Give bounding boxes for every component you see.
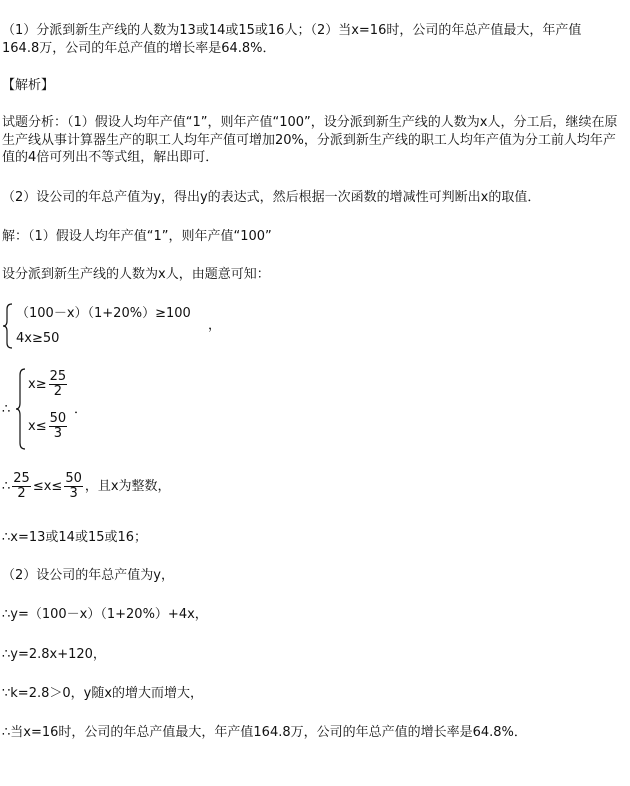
solution-line-7: ∵k=2.8＞0，y随x的增大而增大， [2,686,204,701]
system-2-row-2 [28,412,69,441]
system-2-row-1 [28,370,69,399]
fraction-denominator: 3 [69,486,78,501]
solution-line-8: ∴当x=16时，公司的年总产值最大，年产值164.8万，公司的年总产值的增长率是64.8%． [2,725,527,740]
fraction-numerator: 50 [49,411,67,426]
fraction-50-3-range [64,472,83,501]
fraction-50-3 [49,412,68,441]
solution-line-3: ∴x=13或14或15或16； [2,530,148,545]
solution-line-2: 设分派到新生产线的人数为x人，由题意可知： [2,267,270,282]
answer-line-1: （1）分派到新生产线的人数为13或14或15或16人；（2）当x=16时，公司的年总产值最大，年产值 [2,23,582,38]
therefore-symbol-1: ∴ [2,402,11,417]
system-2-x-le: x≤ [28,419,47,434]
solution-line-4: （2）设公司的年总产值为y， [2,568,174,583]
left-brace-icon [2,303,14,349]
solution-line-6: ∴y=2.8x+120， [2,647,106,662]
therefore-symbol-2: ∴ [2,479,11,494]
fraction-numerator: 25 [13,471,30,486]
analysis-paragraph-2: （2）设公司的年总产值为y，得出y的表达式，然后根据一次函数的增减性可判断出x的取值． [2,190,541,205]
fraction-denominator: 3 [53,426,62,441]
solution-line-1: 解：（1）假设人均年产值“1”，则年产值“100” [2,229,272,244]
range-inequality: ≤x≤ [32,479,63,494]
system-1-equation-2: 4x≥50 [16,331,60,346]
fraction-25-2 [49,370,68,399]
analysis-paragraph-1: 试题分析：（1）假设人均年产值“1”，则年产值“100”，设分派到新生产线的人数为x人，分工后，继续在原生产线从事计算器生产的职工人均年产值可增加20%，分派到新生产线的职工人均年产值为分工前人均年产值的4倍可列出不等式组，解出即可． [2,115,618,165]
range-tail: ，且x为整数， [84,479,171,494]
range-line [2,472,171,501]
answer-line-2: 164.8万，公司的年总产值的增长率是64.8%． [2,41,276,56]
system-2-x-ge: x≥ [28,377,47,392]
inequality-system-2 [2,368,122,450]
fraction-25-2-range [12,472,31,501]
system-1-comma: ， [208,318,222,333]
solution-line-5: ∴y=（100－x）（1+20%）+4x， [2,607,208,622]
system-2-period: ． [74,402,88,417]
fraction-denominator: 2 [53,384,62,399]
system-1-equation-1: （100－x）（1+20%）≥100 [16,306,191,321]
inequality-system-1 [2,303,242,349]
fraction-numerator: 25 [49,369,67,384]
left-brace-icon [15,368,27,450]
fraction-denominator: 2 [17,486,26,501]
fraction-numerator: 50 [65,471,82,486]
section-title: 【解析】 [2,78,55,93]
